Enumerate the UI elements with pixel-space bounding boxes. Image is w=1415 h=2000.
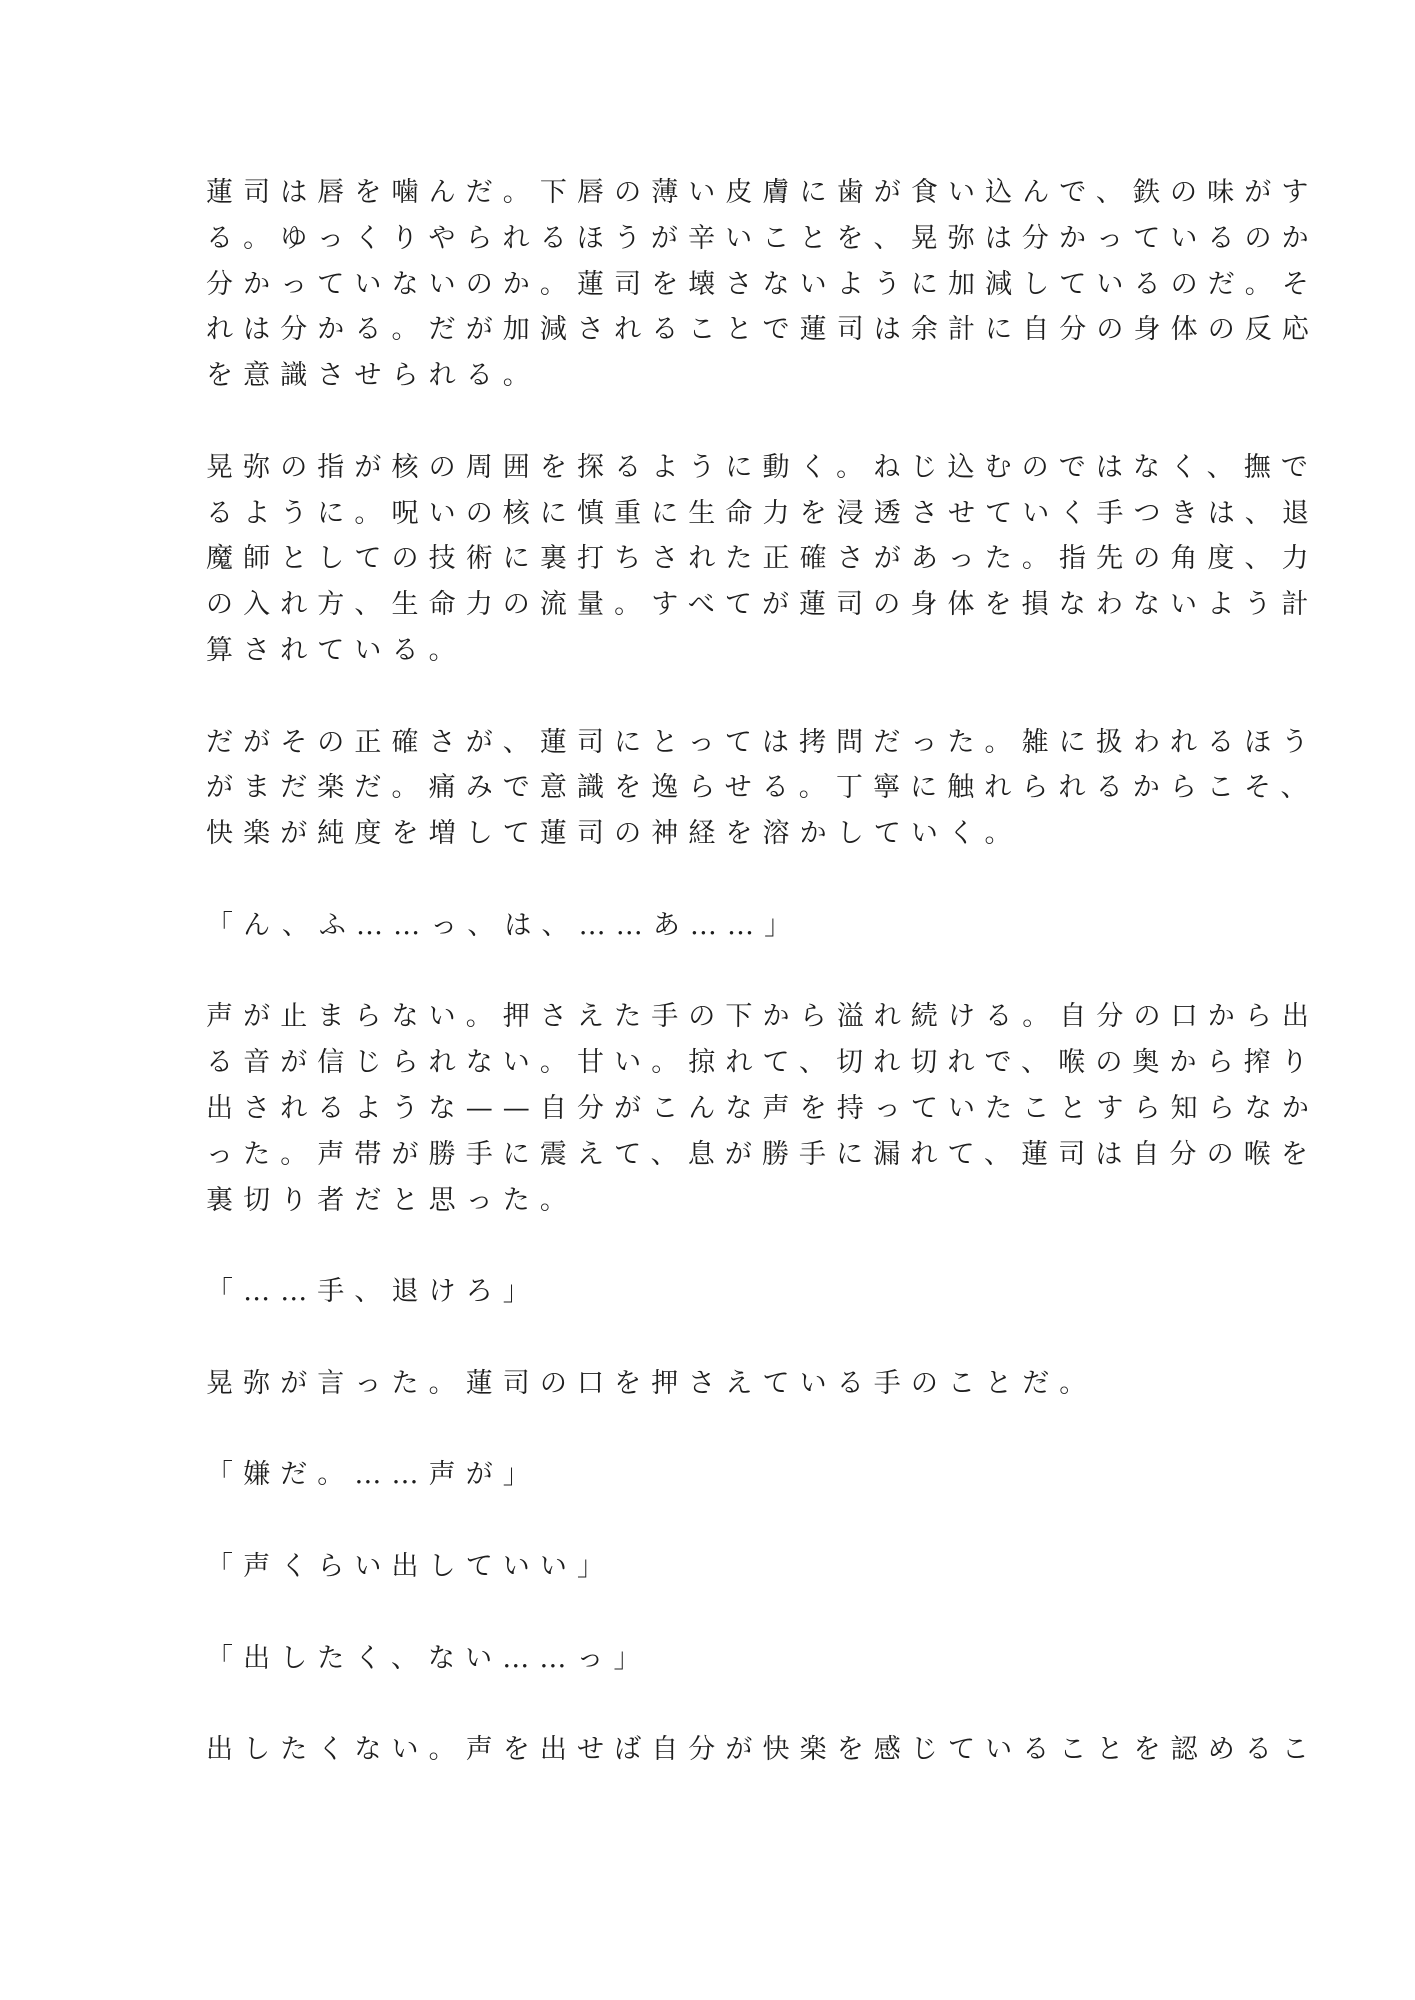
paragraph (206, 1269, 1206, 1315)
text-line: 「……手、退けろ」 (206, 1276, 540, 1308)
text-line: 「声くらい出していい」 (206, 1550, 615, 1582)
text-line: れは分かる。だが加減されることで蓮司は余計に自分の身体の反応 (206, 314, 1319, 346)
text-line: がまだ楽だ。痛みで意識を逸らせる。丁寧に触れられるからこそ、 (206, 772, 1318, 804)
text-line: 魔師としての技術に裏打ちされた正確さがあった。指先の角度、力 (206, 543, 1319, 575)
paragraph (206, 994, 1319, 1223)
text-line: る。ゆっくりやられるほうが辛いことを、晃弥は分かっているのか (206, 222, 1319, 254)
text-line: 分かっていないのか。蓮司を壊さないように加減しているのだ。そ (206, 268, 1319, 300)
text-line: るように。呪いの核に慎重に生命力を浸透させていく手つきは、退 (206, 497, 1319, 529)
text-line: 裏切り者だと思った。 (206, 1184, 577, 1216)
text-line: 「嫌だ。……声が」 (206, 1459, 540, 1491)
paragraph (206, 445, 1319, 674)
paragraph (206, 903, 1206, 949)
text-line: 「出したく、ない……っ」 (206, 1642, 651, 1674)
paragraph (206, 1636, 1206, 1682)
text-line: だがその正確さが、蓮司にとっては拷問だった。雑に扱われるほう (206, 726, 1319, 758)
text-line: 「ん、ふ……っ、は、……あ……」 (206, 909, 802, 941)
text-line: 出したくない。声を出せば自分が快楽を感じていることを認めるこ (206, 1734, 1319, 1766)
document-page (206, 170, 1319, 1819)
paragraph (206, 1452, 1206, 1498)
text-line: 蓮司は唇を噛んだ。下唇の薄い皮膚に歯が食い込んで、鉄の味がす (206, 177, 1319, 208)
text-line: 快楽が純度を増して蓮司の神経を溶かしていく。 (206, 818, 1022, 850)
paragraph (206, 1361, 1206, 1407)
paragraph (206, 170, 1319, 399)
paragraph (206, 720, 1319, 857)
text-line: った。声帯が勝手に震えて、息が勝手に漏れて、蓮司は自分の喉を (206, 1138, 1318, 1170)
text-line: る音が信じられない。甘い。掠れて、切れ切れで、喉の奥から搾り (206, 1047, 1318, 1079)
text-line: の入れ方、生命力の流量。すべてが蓮司の身体を損なわないよう計 (206, 589, 1319, 621)
text-line: 出されるような——自分がこんな声を持っていたことすら知らなか (206, 1092, 1319, 1124)
text-line: を意識させられる。 (206, 360, 540, 392)
text-line: 算されている。 (206, 634, 466, 666)
text-line: 晃弥が言った。蓮司の口を押さえている手のことだ。 (206, 1367, 1097, 1399)
paragraph (206, 1727, 1319, 1773)
text-line: 声が止まらない。押さえた手の下から溢れ続ける。自分の口から出 (206, 1001, 1319, 1033)
text-line: 晃弥の指が核の周囲を探るように動く。ねじ込むのではなく、撫で (206, 451, 1318, 483)
paragraph (206, 1544, 1206, 1590)
